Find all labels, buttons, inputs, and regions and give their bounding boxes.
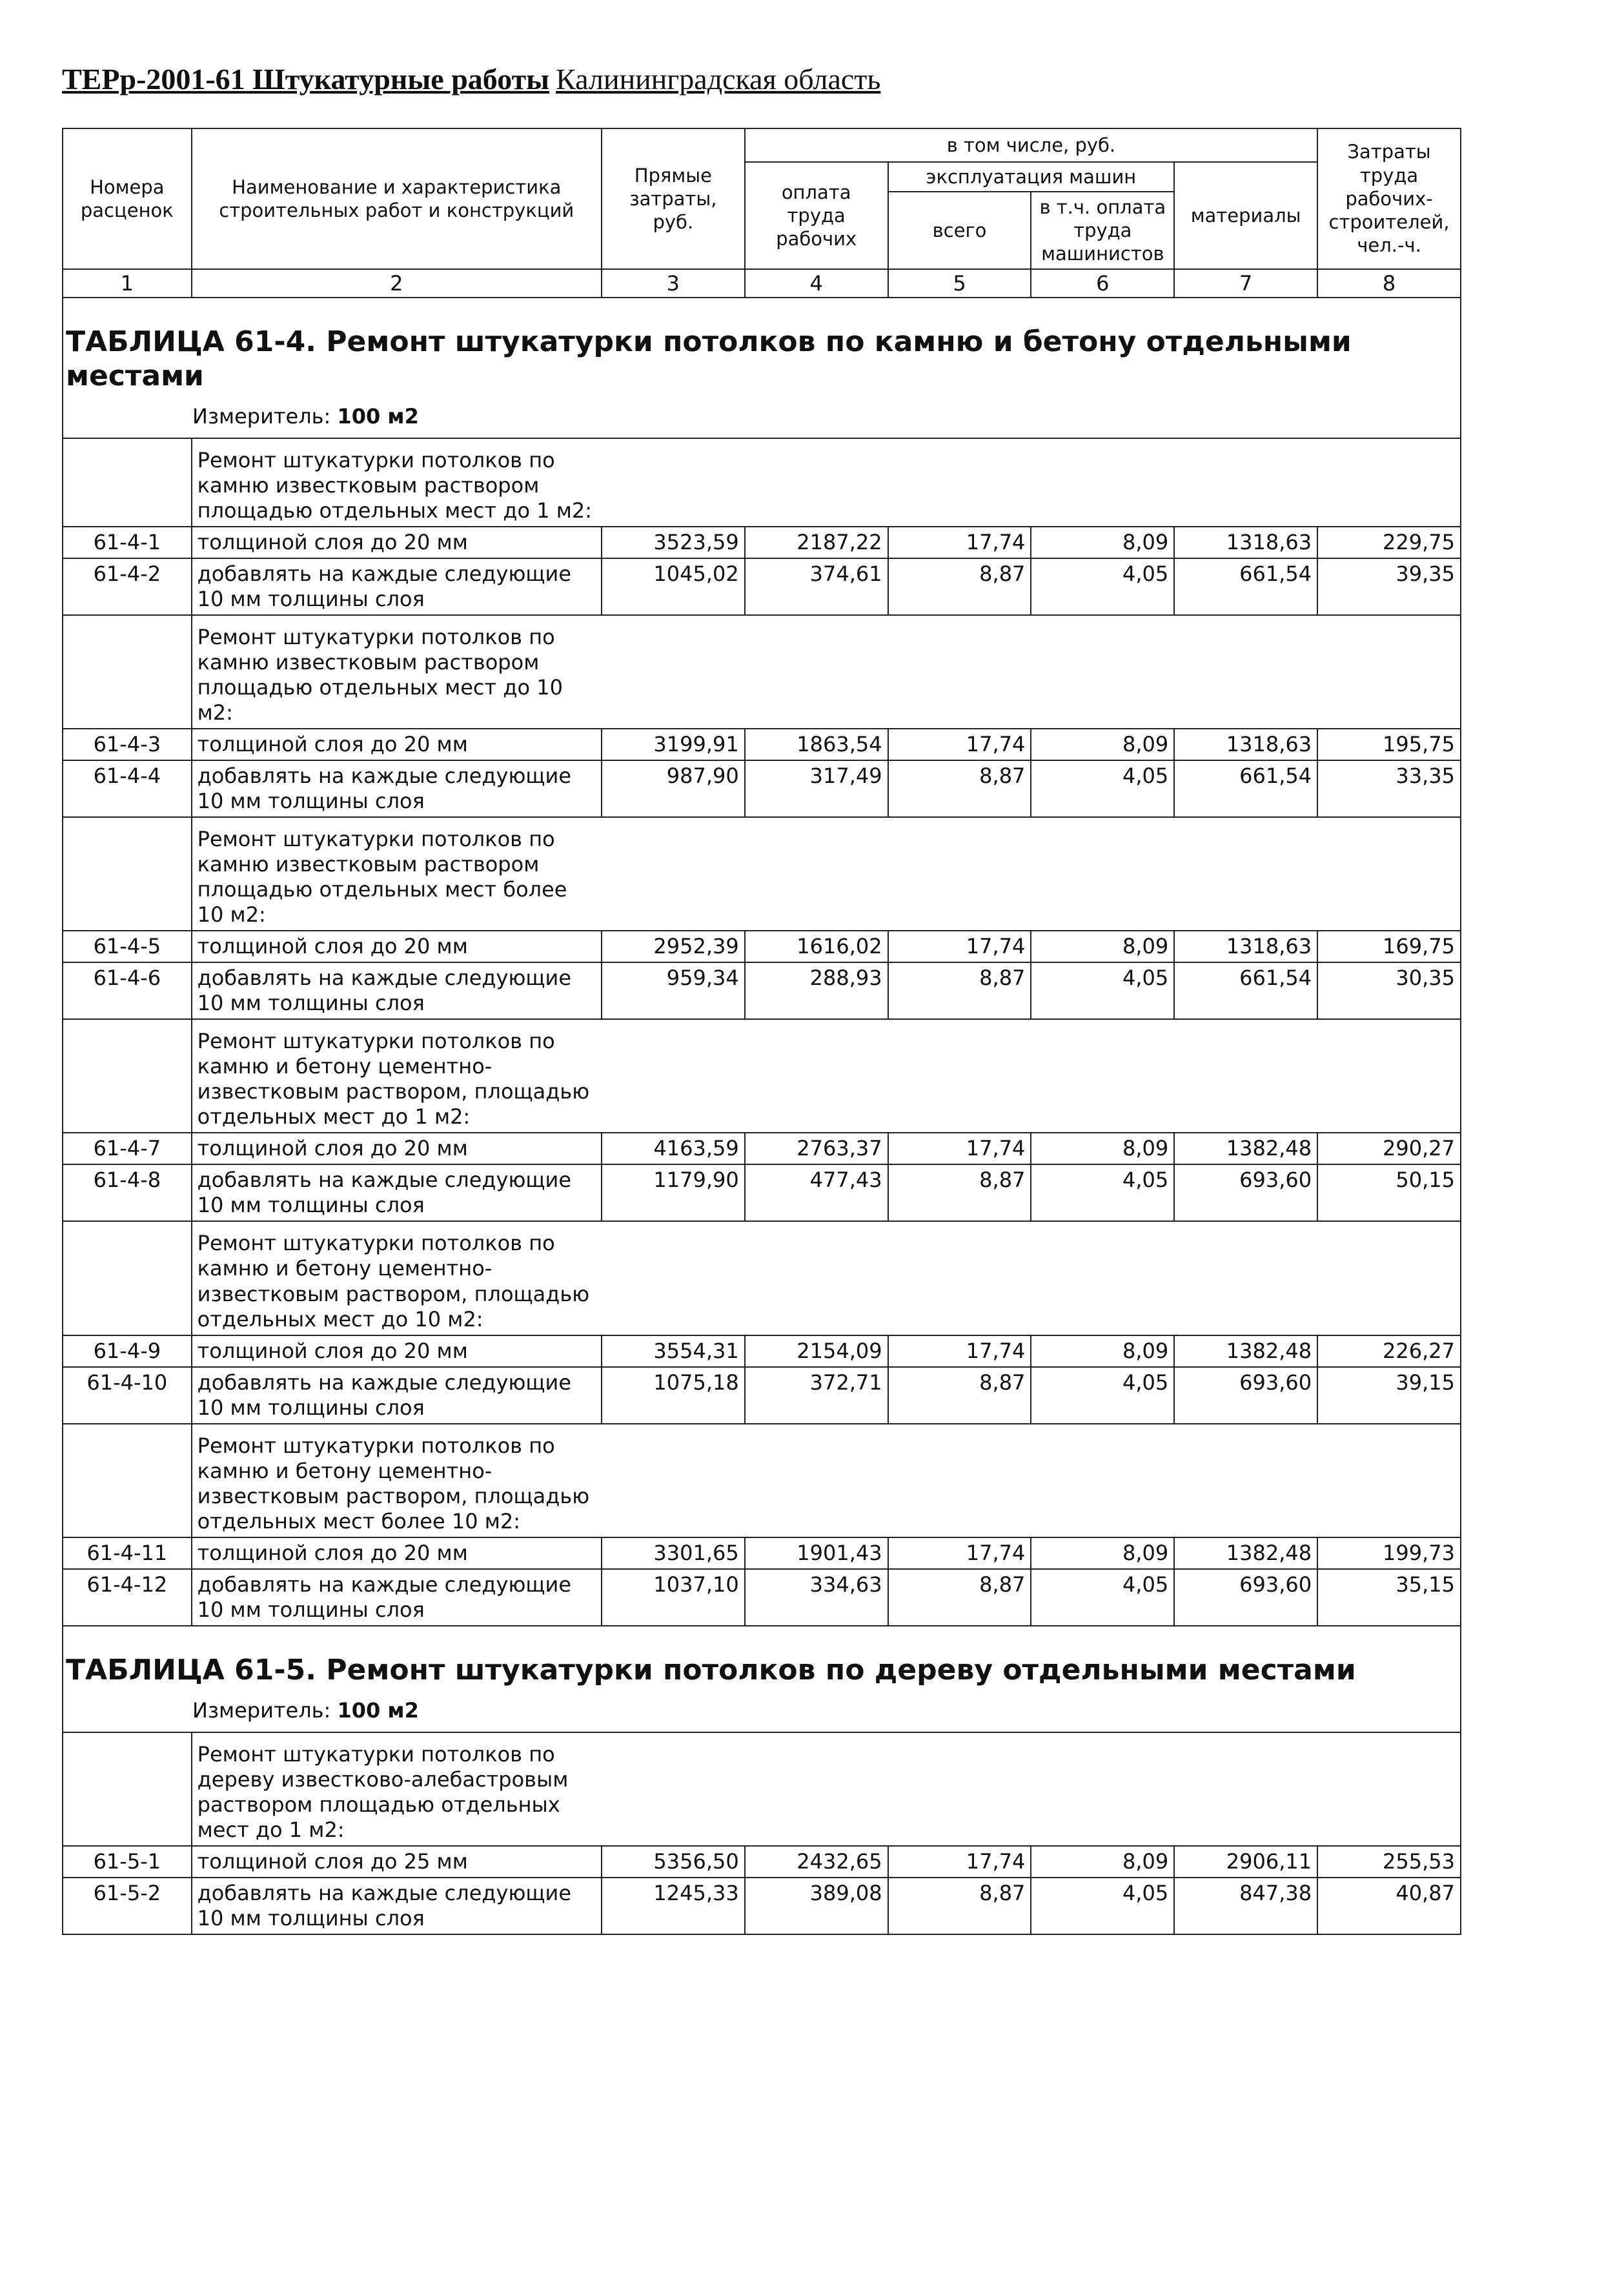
group-blank	[63, 615, 192, 729]
rate-code: 61-5-1	[63, 1846, 192, 1878]
machines-total: 8,87	[888, 1367, 1031, 1424]
labor-cost: 2187,22	[745, 527, 888, 558]
direct-cost: 1045,02	[602, 558, 745, 615]
group-description: Ремонт штукатурки потолков по камню и бетону цементно-известковым раствором, площадью отдельных мест до 1 м2:	[192, 1019, 602, 1133]
measure	[63, 1690, 1461, 1732]
col-labor: оплата труда рабочих	[745, 162, 888, 269]
col-number: 6	[1031, 269, 1174, 298]
worker-hours: 40,87	[1317, 1878, 1461, 1934]
section-title-row	[63, 298, 1461, 396]
group-blank	[63, 438, 192, 527]
group-description: Ремонт штукатурки потолков по камню известковым раствором площадью отдельных мест до 10 м2:	[192, 615, 602, 729]
section-title-row	[63, 1626, 1461, 1690]
machines-labor: 4,05	[1031, 962, 1174, 1019]
direct-cost: 3199,91	[602, 729, 745, 760]
table-row	[63, 931, 1461, 962]
direct-cost: 1179,90	[602, 1164, 745, 1221]
col-number: 1	[63, 269, 192, 298]
machines-labor: 4,05	[1031, 558, 1174, 615]
group-description: Ремонт штукатурки потолков по камню известковым раствором площадью отдельных мест до 1 м2:	[192, 438, 602, 527]
work-name: добавлять на каждые следующие 10 мм толщины слоя	[192, 1367, 602, 1424]
group-blank	[63, 1424, 192, 1537]
col-number: 7	[1174, 269, 1317, 298]
direct-cost: 3301,65	[602, 1537, 745, 1569]
table-row	[63, 1537, 1461, 1569]
col-workers-unit: чел.-ч.	[1357, 234, 1421, 257]
rates-table	[62, 128, 1461, 1935]
group-blank	[602, 615, 1461, 729]
machines-total: 17,74	[888, 1133, 1031, 1164]
machines-total: 8,87	[888, 1569, 1031, 1626]
labor-cost: 2154,09	[745, 1335, 888, 1367]
labor-cost: 288,93	[745, 962, 888, 1019]
col-workers-label: Затраты труда рабочих-строителей,	[1328, 141, 1450, 234]
table-row	[63, 1335, 1461, 1367]
machines-labor: 4,05	[1031, 1878, 1174, 1934]
work-name: добавлять на каждые следующие 10 мм толщины слоя	[192, 760, 602, 817]
work-name: добавлять на каждые следующие 10 мм толщины слоя	[192, 1164, 602, 1221]
worker-hours: 199,73	[1317, 1537, 1461, 1569]
column-numbers	[63, 269, 1461, 298]
machines-labor: 8,09	[1031, 527, 1174, 558]
work-name: толщиной слоя до 20 мм	[192, 729, 602, 760]
machines-labor: 8,09	[1031, 1335, 1174, 1367]
machines-total: 8,87	[888, 558, 1031, 615]
measure	[63, 396, 1461, 438]
machines-total: 17,74	[888, 1846, 1031, 1878]
measure-label: Измеритель:	[192, 1697, 331, 1723]
worker-hours: 50,15	[1317, 1164, 1461, 1221]
rate-code: 61-4-11	[63, 1537, 192, 1569]
col-code: Номера расценок	[63, 128, 192, 269]
labor-cost: 477,43	[745, 1164, 888, 1221]
machines-labor: 8,09	[1031, 1133, 1174, 1164]
group-row	[63, 1019, 1461, 1133]
measure-label: Измеритель:	[192, 403, 331, 429]
table-row	[63, 558, 1461, 615]
materials-cost: 661,54	[1174, 558, 1317, 615]
worker-hours: 169,75	[1317, 931, 1461, 962]
worker-hours: 39,15	[1317, 1367, 1461, 1424]
machines-labor: 8,09	[1031, 931, 1174, 962]
direct-cost: 4163,59	[602, 1133, 745, 1164]
col-machines-total: всего	[888, 192, 1031, 269]
direct-cost: 987,90	[602, 760, 745, 817]
materials-cost: 1382,48	[1174, 1335, 1317, 1367]
title-main: ТЕРр-2001-61 Штукатурные работы	[62, 63, 550, 96]
materials-cost: 2906,11	[1174, 1846, 1317, 1878]
worker-hours: 290,27	[1317, 1133, 1461, 1164]
rate-code: 61-4-1	[63, 527, 192, 558]
materials-cost: 1318,63	[1174, 931, 1317, 962]
work-name: добавлять на каждые следующие 10 мм толщины слоя	[192, 558, 602, 615]
measure-row	[63, 1690, 1461, 1732]
labor-cost: 2432,65	[745, 1846, 888, 1878]
materials-cost: 693,60	[1174, 1569, 1317, 1626]
measure-value: 100 м2	[337, 403, 419, 429]
col-workers	[1317, 128, 1461, 269]
group-blank	[602, 1019, 1461, 1133]
worker-hours: 35,15	[1317, 1569, 1461, 1626]
work-name: толщиной слоя до 20 мм	[192, 527, 602, 558]
labor-cost: 317,49	[745, 760, 888, 817]
labor-cost: 334,63	[745, 1569, 888, 1626]
col-materials: материалы	[1174, 162, 1317, 269]
measure-row	[63, 396, 1461, 438]
worker-hours: 255,53	[1317, 1846, 1461, 1878]
col-number: 2	[192, 269, 602, 298]
direct-cost: 2952,39	[602, 931, 745, 962]
machines-total: 17,74	[888, 1537, 1031, 1569]
rate-code: 61-4-7	[63, 1133, 192, 1164]
col-direct: Прямые затраты, руб.	[602, 128, 745, 269]
machines-labor: 8,09	[1031, 1846, 1174, 1878]
rate-code: 61-4-9	[63, 1335, 192, 1367]
group-description: Ремонт штукатурки потолков по дереву известково-алебастровым раствором площадью отдельных мест до 1 м2:	[192, 1732, 602, 1846]
materials-cost: 847,38	[1174, 1878, 1317, 1934]
materials-cost: 1382,48	[1174, 1133, 1317, 1164]
work-name: добавлять на каждые следующие 10 мм толщины слоя	[192, 1878, 602, 1934]
group-blank	[602, 438, 1461, 527]
materials-cost: 1382,48	[1174, 1537, 1317, 1569]
direct-cost: 959,34	[602, 962, 745, 1019]
table-row	[63, 729, 1461, 760]
col-machines-labor: в т.ч. оплата труда машинистов	[1031, 192, 1174, 269]
machines-labor: 4,05	[1031, 1164, 1174, 1221]
table-row	[63, 1846, 1461, 1878]
labor-cost: 2763,37	[745, 1133, 888, 1164]
col-number: 3	[602, 269, 745, 298]
direct-cost: 5356,50	[602, 1846, 745, 1878]
materials-cost: 693,60	[1174, 1367, 1317, 1424]
group-blank	[602, 817, 1461, 931]
labor-cost: 1616,02	[745, 931, 888, 962]
group-row	[63, 615, 1461, 729]
table-row	[63, 760, 1461, 817]
section-title: ТАБЛИЦА 61-5. Ремонт штукатурки потолков по дереву отдельными местами	[63, 1626, 1461, 1690]
worker-hours: 39,35	[1317, 558, 1461, 615]
group-blank	[602, 1424, 1461, 1537]
direct-cost: 1075,18	[602, 1367, 745, 1424]
measure-value: 100 м2	[337, 1697, 419, 1723]
rate-code: 61-5-2	[63, 1878, 192, 1934]
materials-cost: 661,54	[1174, 760, 1317, 817]
table-body	[63, 298, 1461, 1934]
work-name: добавлять на каждые следующие 10 мм толщины слоя	[192, 1569, 602, 1626]
worker-hours: 229,75	[1317, 527, 1461, 558]
group-blank	[602, 1221, 1461, 1335]
col-name: Наименование и характеристика строительных работ и конструкций	[192, 128, 602, 269]
group-row	[63, 1424, 1461, 1537]
section-title: ТАБЛИЦА 61-4. Ремонт штукатурки потолков по камню и бетону отдельными местами	[63, 298, 1461, 396]
worker-hours: 30,35	[1317, 962, 1461, 1019]
col-number: 4	[745, 269, 888, 298]
work-name: толщиной слоя до 20 мм	[192, 1133, 602, 1164]
machines-labor: 8,09	[1031, 729, 1174, 760]
title-region: Калининградская область	[556, 63, 881, 96]
machines-total: 8,87	[888, 962, 1031, 1019]
group-blank	[63, 1019, 192, 1133]
labor-cost: 372,71	[745, 1367, 888, 1424]
col-machines: эксплуатация машин	[888, 162, 1175, 192]
work-name: толщиной слоя до 20 мм	[192, 1335, 602, 1367]
group-blank	[63, 1732, 192, 1846]
labor-cost: 389,08	[745, 1878, 888, 1934]
materials-cost: 661,54	[1174, 962, 1317, 1019]
work-name: добавлять на каждые следующие 10 мм толщины слоя	[192, 962, 602, 1019]
machines-labor: 4,05	[1031, 1367, 1174, 1424]
group-blank	[63, 1221, 192, 1335]
rate-code: 61-4-12	[63, 1569, 192, 1626]
table-row	[63, 1133, 1461, 1164]
rate-code: 61-4-5	[63, 931, 192, 962]
table-row	[63, 1367, 1461, 1424]
group-row	[63, 1221, 1461, 1335]
rate-code: 61-4-3	[63, 729, 192, 760]
machines-labor: 8,09	[1031, 1537, 1174, 1569]
worker-hours: 226,27	[1317, 1335, 1461, 1367]
group-description: Ремонт штукатурки потолков по камню и бетону цементно-известковым раствором, площадью отдельных мест до 10 м2:	[192, 1221, 602, 1335]
group-blank	[602, 1732, 1461, 1846]
direct-cost: 3554,31	[602, 1335, 745, 1367]
materials-cost: 1318,63	[1174, 729, 1317, 760]
direct-cost: 1245,33	[602, 1878, 745, 1934]
work-name: толщиной слоя до 25 мм	[192, 1846, 602, 1878]
rate-code: 61-4-6	[63, 962, 192, 1019]
direct-cost: 3523,59	[602, 527, 745, 558]
group-row	[63, 817, 1461, 931]
rate-code: 61-4-4	[63, 760, 192, 817]
rate-code: 61-4-2	[63, 558, 192, 615]
labor-cost: 1863,54	[745, 729, 888, 760]
rate-code: 61-4-10	[63, 1367, 192, 1424]
group-description: Ремонт штукатурки потолков по камню известковым раствором площадью отдельных мест более 10 м2:	[192, 817, 602, 931]
table-row	[63, 1878, 1461, 1934]
direct-cost: 1037,10	[602, 1569, 745, 1626]
machines-total: 8,87	[888, 1878, 1031, 1934]
table-row	[63, 1164, 1461, 1221]
materials-cost: 693,60	[1174, 1164, 1317, 1221]
machines-total: 8,87	[888, 1164, 1031, 1221]
machines-total: 8,87	[888, 760, 1031, 817]
materials-cost: 1318,63	[1174, 527, 1317, 558]
group-description: Ремонт штукатурки потолков по камню и бетону цементно-известковым раствором, площадью отдельных мест более 10 м2:	[192, 1424, 602, 1537]
worker-hours: 33,35	[1317, 760, 1461, 817]
col-number: 8	[1317, 269, 1461, 298]
table-header	[63, 128, 1461, 298]
machines-labor: 4,05	[1031, 1569, 1174, 1626]
machines-total: 17,74	[888, 729, 1031, 760]
group-blank	[63, 817, 192, 931]
rate-code: 61-4-8	[63, 1164, 192, 1221]
table-row	[63, 1569, 1461, 1626]
labor-cost: 374,61	[745, 558, 888, 615]
machines-labor: 4,05	[1031, 760, 1174, 817]
group-row	[63, 438, 1461, 527]
col-number: 5	[888, 269, 1031, 298]
page-title	[62, 62, 880, 96]
worker-hours: 195,75	[1317, 729, 1461, 760]
machines-total: 17,74	[888, 527, 1031, 558]
work-name: толщиной слоя до 20 мм	[192, 1537, 602, 1569]
machines-total: 17,74	[888, 931, 1031, 962]
col-including: в том числе, руб.	[745, 128, 1317, 162]
table-row	[63, 962, 1461, 1019]
machines-total: 17,74	[888, 1335, 1031, 1367]
work-name: толщиной слоя до 20 мм	[192, 931, 602, 962]
table-row	[63, 527, 1461, 558]
group-row	[63, 1732, 1461, 1846]
labor-cost: 1901,43	[745, 1537, 888, 1569]
